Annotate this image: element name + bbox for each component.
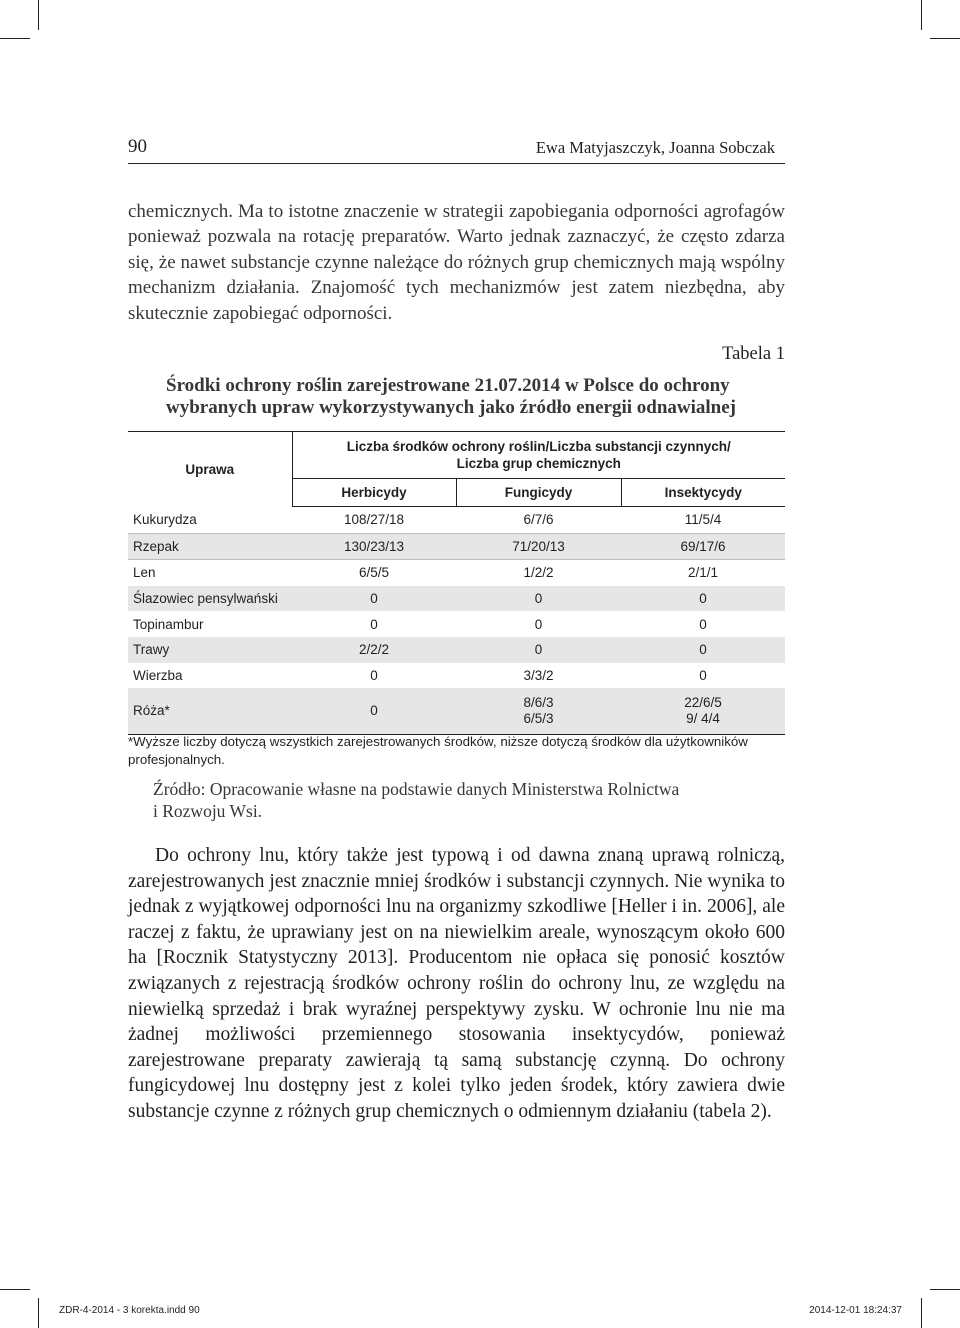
crop-mark-top-left-horizontal bbox=[0, 38, 30, 39]
cell-crop: Ślazowiec pensylwański bbox=[128, 586, 292, 612]
table-source-line-2: i Rozwoju Wsi. bbox=[153, 801, 263, 821]
cell-crop: Rzepak bbox=[128, 533, 292, 560]
cell-herbicydy: 108/27/18 bbox=[343, 512, 405, 528]
table-row bbox=[128, 611, 785, 637]
cell-herbicydy: 0 bbox=[370, 667, 378, 683]
cell-crop: Róża* bbox=[128, 688, 292, 735]
cell-herbicydy: 6/5/5 bbox=[292, 560, 456, 586]
header-liczba-line-1: Liczba środków ochrony roślin/Liczba substancji czynnych/ bbox=[346, 439, 731, 454]
cell-herbicydy: 0 bbox=[370, 616, 378, 632]
table-label: Tabela 1 bbox=[722, 344, 785, 364]
cell-fungicydy bbox=[456, 688, 621, 735]
running-head-rule bbox=[128, 163, 785, 164]
cell-fungicydy: 3/3/2 bbox=[523, 667, 554, 683]
running-head bbox=[128, 134, 785, 162]
table-title bbox=[166, 375, 766, 419]
body-paragraph-2: Do ochrony lnu, który także jest typową i od dawna znaną uprawą rolniczą, zarejestrowanych jest znacznie mniej środków i substancji czynnych. Nie wynika to jednak z wyjątkowej odporności lnu na organizmy szkodliwe [Heller i in. 2006], ale raczej z faktu, że uprawiany jest on na niewielkim areale, wynoszącym około 600 ha [Rocznik Statystyczny 2013]. Producentom nie opłaca się ponosić kosztów związanych z rejestracją środków ochrony roślin do ochrony lnu, ze względu na niewielką sprzedaż i brak wyraźnej perspektywy zysku. W ochronie lnu nie ma żadnej możliwości przemiennego stosowania insektycydów, ponieważ zarejestrowane preparaty zawierają tą samą substancję czynną. Do ochrony fungicydowej lnu dostępny jest z kolei tylko jeden środek, który zawiera dwie substancje czynne z różnych grup chemicznych o odmiennym działaniu (tabela 2). bbox=[128, 845, 785, 1122]
table-row bbox=[128, 586, 785, 612]
crop-mark-bottom-left-horizontal bbox=[0, 1289, 30, 1290]
table-title-line-2: wybranych upraw wykorzystywanych jako źródło energii odnawialnej bbox=[166, 397, 737, 418]
crop-mark-bottom-right-vertical bbox=[921, 1298, 922, 1328]
cell-crop: Topinambur bbox=[133, 616, 204, 632]
header-liczba-line-2: Liczba grup chemicznych bbox=[456, 456, 621, 471]
cell-insektycydy: 2/1/1 bbox=[621, 560, 785, 586]
cell-herbicydy: 0 bbox=[292, 688, 456, 735]
cell-crop: Wierzba bbox=[133, 667, 183, 683]
table-row bbox=[128, 507, 785, 534]
cell-fungicydy: 0 bbox=[456, 586, 621, 612]
page-number: 90 bbox=[128, 136, 147, 157]
table-title-line-1: Środki ochrony roślin zarejestrowane 21.07.2014 w Polsce do ochrony bbox=[166, 375, 730, 396]
table-source bbox=[153, 778, 753, 822]
crop-protection-table bbox=[128, 431, 785, 735]
cell-insektycydy: 0 bbox=[699, 667, 707, 683]
body-paragraph-1: chemicznych. Ma to istotne znaczenie w strategii zapobiegania odporności agrofagów ponieważ pozwala na rotację preparatów. Warto jednak zaznaczyć, że często zdarza się, że nawet substancje czynne należące do różnych grup chemicznych mają wspólny mechanizm działania. Znajomość tych mechanizmów jest zatem niezbędna, aby skutecznie zapobiegać odporności. bbox=[128, 201, 785, 324]
header-herbicydy: Herbicydy bbox=[292, 479, 456, 507]
table-row bbox=[128, 663, 785, 689]
header-liczba bbox=[292, 432, 785, 479]
cell-crop: Trawy bbox=[128, 637, 292, 663]
crop-mark-top-right-horizontal bbox=[930, 38, 960, 39]
crop-mark-bottom-left-vertical bbox=[38, 1298, 39, 1328]
cell-fungicydy: 1/2/2 bbox=[456, 560, 621, 586]
crop-mark-top-left-vertical bbox=[38, 0, 39, 30]
cell-insektycydy bbox=[621, 688, 785, 735]
cell-insektycydy: 0 bbox=[699, 616, 707, 632]
cell-insektycydy: 69/17/6 bbox=[621, 533, 785, 560]
cell-crop: Len bbox=[128, 560, 292, 586]
cell-herbicydy: 130/23/13 bbox=[292, 533, 456, 560]
cell-insektycydy: 11/5/4 bbox=[684, 512, 722, 528]
cell-fungicydy: 71/20/13 bbox=[456, 533, 621, 560]
header-uprawa: Uprawa bbox=[128, 432, 292, 507]
cell-fungicydy: 0 bbox=[534, 616, 543, 632]
table-footnote-line-1: *Wyższe liczby dotyczą wszystkich zarejestrowanych środków, niższe dotyczą środków dla użytkowników bbox=[128, 734, 748, 749]
table-footnote bbox=[128, 733, 785, 769]
crop-mark-top-right-vertical bbox=[921, 0, 922, 30]
cell-fungicydy-line-1: 8/6/3 bbox=[523, 695, 554, 711]
cell-insektycydy-line-1: 22/6/5 bbox=[684, 695, 722, 711]
cell-fungicydy: 0 bbox=[456, 637, 621, 663]
slug-filename: ZDR-4-2014 - 3 korekta.indd 90 bbox=[59, 1305, 200, 1316]
cell-insektycydy: 0 bbox=[621, 637, 785, 663]
table-source-line-1: Źródło: Opracowanie własne na podstawie danych Ministerstwa Rolnictwa bbox=[153, 779, 680, 799]
running-head-authors: Ewa Matyjaszczyk, Joanna Sobczak bbox=[535, 138, 775, 157]
cell-fungicydy-line-2: 6/5/3 bbox=[523, 711, 554, 727]
cell-herbicydy: 0 bbox=[292, 586, 456, 612]
cell-crop: Kukurydza bbox=[133, 512, 197, 528]
cell-insektycydy-line-2: 9/ 4/4 bbox=[686, 711, 720, 727]
header-fungicydy: Fungicydy bbox=[456, 479, 621, 507]
cell-herbicydy: 2/2/2 bbox=[292, 637, 456, 663]
crop-mark-bottom-right-horizontal bbox=[930, 1289, 960, 1290]
header-insektycydy: Insektycydy bbox=[621, 479, 785, 507]
slug-datetime: 2014-12-01 18:24:37 bbox=[809, 1305, 902, 1316]
table-row bbox=[128, 533, 785, 560]
cell-fungicydy: 6/7/6 bbox=[523, 512, 554, 528]
cell-insektycydy: 0 bbox=[621, 586, 785, 612]
table-footnote-line-2: profesjonalnych. bbox=[128, 752, 225, 767]
table-row bbox=[128, 637, 785, 663]
table-row bbox=[128, 688, 785, 735]
table-row bbox=[128, 560, 785, 586]
